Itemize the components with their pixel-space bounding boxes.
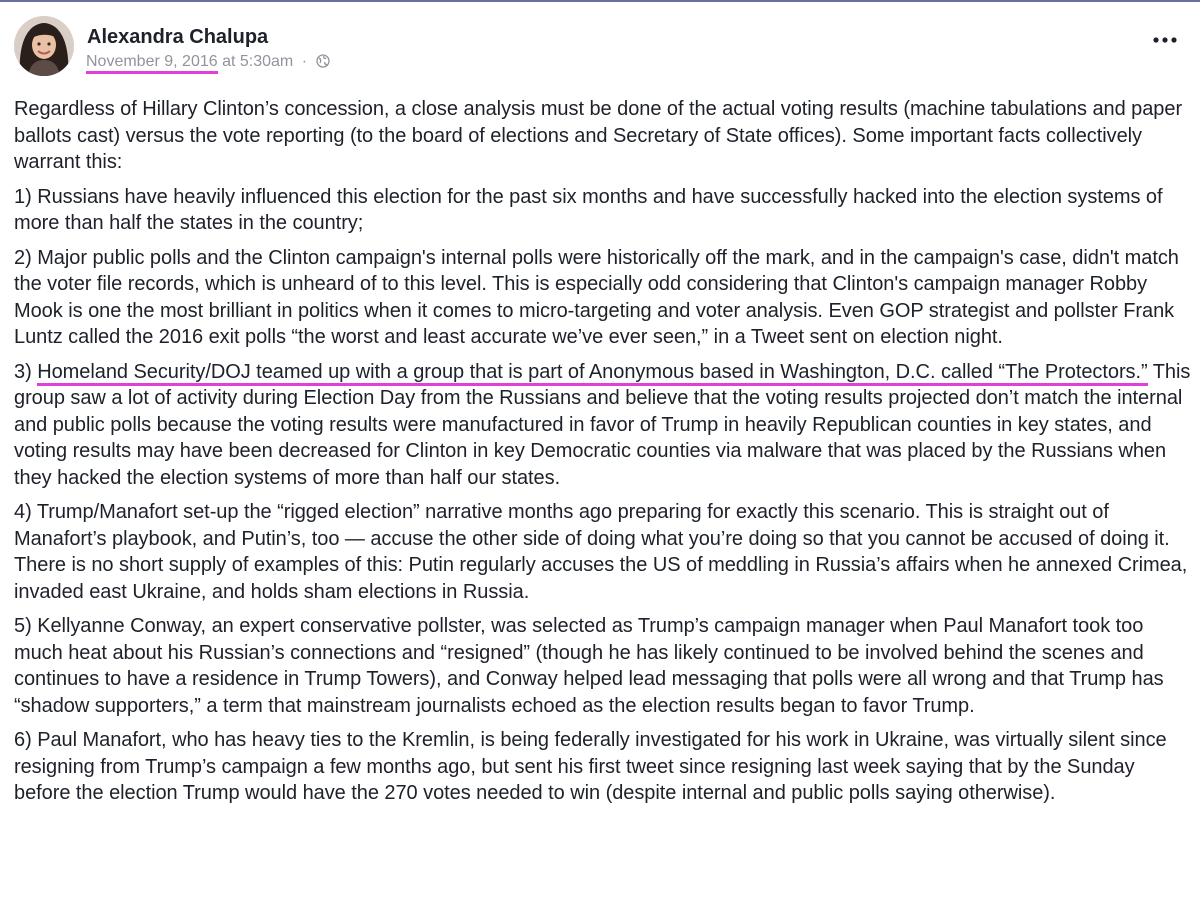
- paragraph-intro: Regardless of Hillary Clinton’s concession, a close analysis must be done of the actual voting results (machine tabulations and paper ballots cast) versus the vote reporting (to the board of elections and Secretary of State offices). Some important facts collectively warrant this:: [14, 98, 1183, 173]
- paragraph-2: 2) Major public polls and the Clinton campaign's internal polls were historically off the mark, and in the campaign's case, didn't match the voter file records, which is unheard of to this level. This is especially odd considering that Clinton's campaign manager Robby Mook is one the most brilliant in politics when it comes to micro-targeting and voter analysis. Even GOP strategist and pollster Frank Luntz called the 2016 exit polls “the worst and least accurate we’ve ever seen,” in a Tweet sent on election night.: [14, 246, 1179, 348]
- post-header: [14, 14, 1186, 78]
- author-avatar[interactable]: [14, 16, 74, 76]
- post-date[interactable]: November 9, 2016: [86, 53, 218, 74]
- globe-icon[interactable]: [316, 54, 330, 73]
- top-border: [0, 0, 1200, 2]
- more-options-icon[interactable]: [1150, 30, 1180, 50]
- avatar-image: [14, 16, 74, 76]
- paragraph-3: [14, 359, 1192, 492]
- post-time: 5:30am: [239, 53, 294, 70]
- paragraph-3-rest: This group saw a lot of activity during Election Day from the Russians and believe that the voting results projected don’t match the internal and public polls because the voting results were manufactured in favor of Trump in heavily Republican counties in key states, and voting results may have been decreased for Clinton in key Democratic counties via malware that was placed by the Russians when they hacked the election systems of more than half our states.: [14, 360, 1191, 489]
- author-name[interactable]: Alexandra Chalupa: [87, 26, 269, 48]
- paragraph-5: 5) Kellyanne Conway, an expert conservative pollster, was selected as Trump’s campaign manager when Paul Manafort took too much heat about his Russian’s connections and “resigned” (though he has likely continued to be involved behind the scenes and continues to have a residence in Trump Towers), and Conway helped lead messaging that polls were all wrong and that Trump has “shadow supporters,” a term that mainstream journalists echoed as the election results began to favor Trump.: [14, 615, 1164, 717]
- paragraph-4: 4) Trump/Manafort set-up the “rigged election” narrative months ago preparing for exactly this scenario. This is straight out of Manafort’s playbook, and Putin’s, too — accuse the other side of doing what you’re doing so that you cannot be accused of doing it. There is no short supply of examples of this: Putin regularly accuses the US of meddling in Russia’s affairs when he annexed Crimea, invaded east Ukraine, and holds sham elections in Russia.: [14, 501, 1188, 603]
- post-body: [14, 96, 1192, 815]
- time-prefix: at: [222, 53, 236, 70]
- paragraph-6: 6) Paul Manafort, who has heavy ties to the Kremlin, is being federally investigated for his work in Ukraine, was virtually silent since resigning from Trump’s campaign a few months ago, but sent his first tweet since resigning last week saying that by the Sunday before the election Trump would have the 270 votes needed to win (despite internal and public polls saying otherwise).: [14, 729, 1167, 804]
- post-meta: [86, 53, 330, 73]
- highlighted-text: Homeland Security/DOJ teamed up with a group that is part of Anonymous based in Washington, D.C. called “The Protectors.”: [37, 361, 1147, 386]
- meta-separator: ·: [301, 53, 308, 70]
- paragraph-3-prefix: 3): [14, 360, 38, 383]
- paragraph-1: 1) Russians have heavily influenced this election for the past six months and have successfully hacked into the election systems of more than half the states in the country;: [14, 185, 1163, 234]
